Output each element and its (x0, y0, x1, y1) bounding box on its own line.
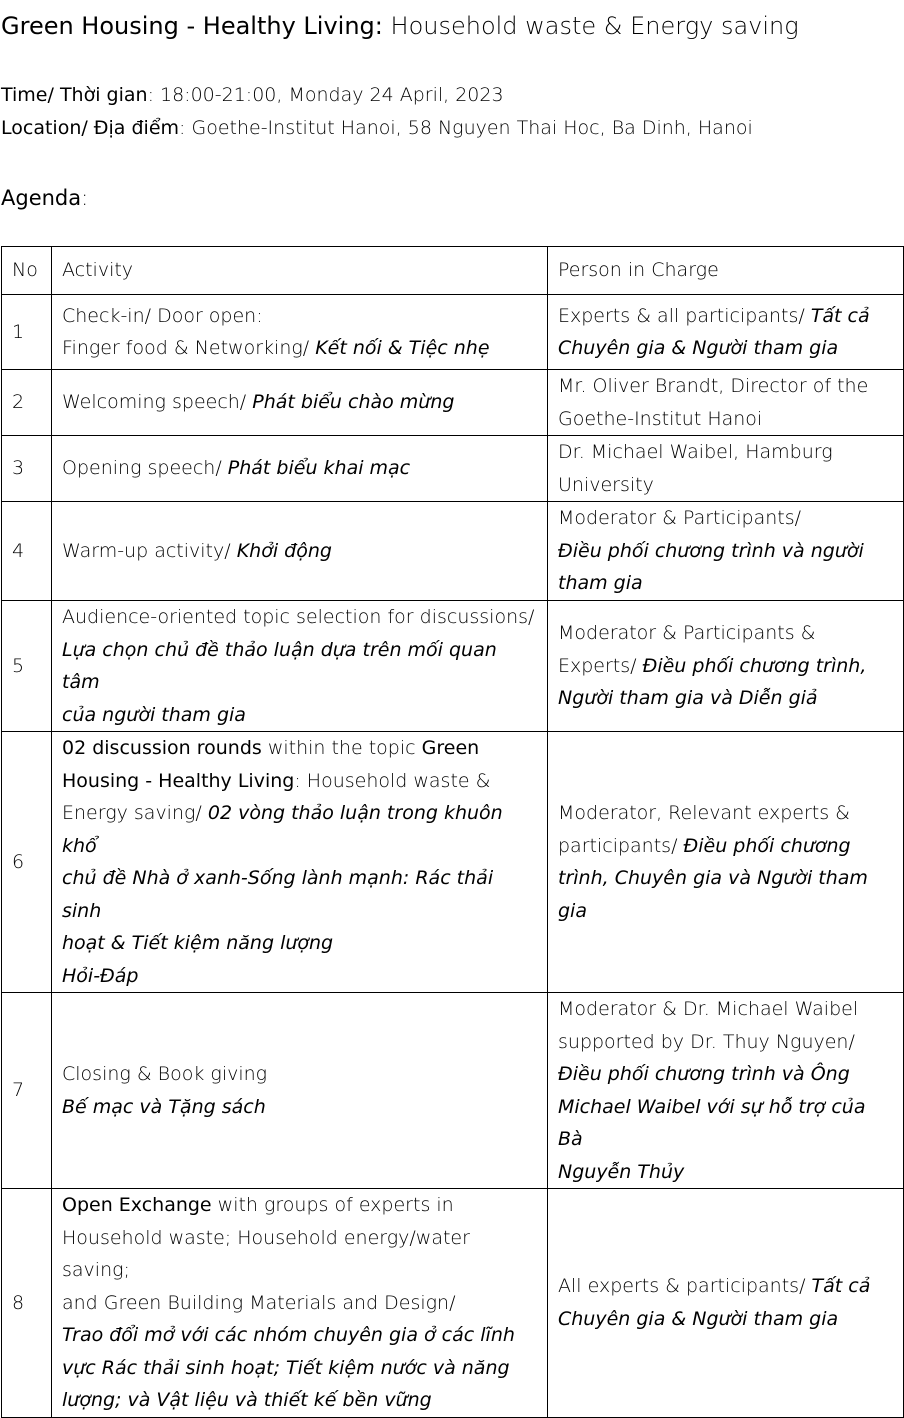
activity-cell (52, 436, 548, 502)
title-subtopic: Household waste & Energy saving (390, 12, 799, 40)
cell-line (558, 1058, 893, 1091)
cell-line (62, 699, 537, 732)
cell-line (62, 732, 537, 765)
location-value: : Goethe-Institut Hanoi, 58 Nguyen Thai Hoc, Ba Dinh, Hanoi (179, 117, 753, 139)
activity-cell (52, 295, 548, 370)
text-segment: Điều phối chương trình và Ông (558, 1063, 850, 1085)
text-segment: Lựa chọn chủ đề thảo luận dựa trên mối quan tâm (62, 638, 497, 693)
text-segment: participants/ (558, 834, 684, 857)
location-label: Location/ Địa điểm (1, 117, 180, 139)
text-segment: Hỏi-Đáp (62, 964, 139, 987)
row-number: 4 (2, 502, 52, 601)
text-segment: Opening speech/ (62, 457, 228, 480)
text-segment: : Rác thải sinh (62, 867, 494, 922)
table-row (2, 370, 904, 436)
cell-line (62, 927, 537, 960)
text-segment: Experts & all participants/ (558, 304, 811, 327)
table-header-row (2, 247, 904, 295)
text-segment: Moderator & Participants/ (558, 507, 802, 530)
person-cell (548, 993, 904, 1189)
person-cell (548, 601, 904, 732)
table-row (2, 993, 904, 1189)
cell-line (558, 682, 893, 715)
text-segment: : Household waste & (294, 769, 491, 792)
cell-line (62, 1091, 537, 1124)
cell-line (62, 386, 537, 419)
text-segment: lượng; và Vật liệu và thiết kế bền vững (62, 1389, 432, 1411)
activity-cell (52, 601, 548, 732)
cell-line (62, 1287, 537, 1320)
text-segment: Experts/ (558, 654, 643, 677)
cell-line (62, 1352, 537, 1385)
text-segment: Trao đổi mở (62, 1324, 175, 1346)
cell-line (558, 1270, 893, 1303)
table-row (2, 732, 904, 993)
text-segment: Chuyên gia & Người tham gia (558, 337, 839, 359)
cell-line (558, 797, 893, 830)
text-segment: Kết nối & Tiệc nhẹ (315, 337, 490, 359)
row-number: 3 (2, 436, 52, 502)
row-number: 7 (2, 993, 52, 1189)
cell-line (558, 370, 893, 403)
text-segment: Moderator, Relevant experts & (558, 802, 850, 824)
text-segment: Moderator & Dr. Michael Waibel (558, 998, 859, 1020)
text-segment: trình, Chuyên gia và Người tham gia (558, 867, 868, 922)
text-segment: Household waste; Household energy/water saving; (62, 1226, 470, 1281)
activity-cell (52, 1189, 548, 1418)
row-number: 5 (2, 601, 52, 732)
cell-line (62, 332, 537, 365)
cell-line (558, 1156, 893, 1189)
text-segment: Người tham gia và Diễn giả (558, 687, 818, 710)
text-segment: supported by Dr. Thuy Nguyen/ (558, 1030, 855, 1053)
person-cell (548, 436, 904, 502)
text-segment: với các nhóm chuyên gia ở các lĩnh (174, 1324, 515, 1346)
cell-line (558, 830, 893, 863)
text-segment: Green (421, 737, 480, 759)
text-segment: Audience-oriented topic selection for discussions/ (62, 606, 535, 628)
activity-cell (52, 502, 548, 601)
page-title (1, 10, 799, 42)
cell-line (62, 765, 537, 798)
text-segment: chủ đề (62, 867, 133, 889)
cell-line (62, 862, 537, 927)
cell-line (62, 634, 537, 699)
text-segment: Mr. Oliver Brandt, Director of the (558, 375, 869, 397)
text-segment: 02 vòng thảo luận trong khuôn khổ (62, 802, 503, 857)
activity-cell (52, 993, 548, 1189)
text-segment: with groups of experts in (211, 1194, 454, 1216)
cell-line (558, 300, 893, 333)
cell-line (62, 452, 537, 485)
text-segment: Moderator & Participants & (558, 622, 816, 645)
person-cell (548, 502, 904, 601)
row-number: 8 (2, 1189, 52, 1418)
text-segment: Tất cả (810, 304, 870, 327)
person-cell (548, 295, 904, 370)
location-line (1, 114, 753, 142)
table-row (2, 436, 904, 502)
text-segment: Warm-up activity/ (62, 539, 237, 562)
cell-line (62, 1222, 537, 1287)
header-activity: Activity (52, 247, 548, 295)
text-segment: Housing - Healthy Living (62, 769, 295, 792)
cell-line (558, 535, 893, 568)
text-segment: 02 discussion rounds (62, 737, 262, 759)
cell-line (558, 862, 893, 927)
text-segment: hoạt & Tiết kiệm năng lượng (62, 932, 334, 954)
cell-line (558, 1026, 893, 1059)
time-line (1, 81, 504, 109)
text-segment: Điều phối chương trình và người (558, 539, 864, 562)
text-segment: Bế mạc và Tặng sách (62, 1095, 266, 1118)
text-segment: Nhà ở xanh-Sống lành mạnh (132, 867, 403, 889)
cell-line (558, 567, 893, 600)
text-segment: University (558, 473, 654, 496)
person-cell (548, 1189, 904, 1418)
text-segment: Goethe-Institut Hanoi (558, 407, 763, 430)
cell-line (558, 403, 893, 436)
cell-line (558, 1303, 893, 1336)
row-number: 6 (2, 732, 52, 993)
row-number: 2 (2, 370, 52, 436)
text-segment: Điều phối chương trình, (642, 654, 867, 677)
text-segment: Closing & Book giving (62, 1063, 268, 1085)
cell-line (62, 1058, 537, 1091)
agenda-label: Agenda (1, 186, 82, 210)
activity-cell (52, 732, 548, 993)
person-cell (548, 370, 904, 436)
row-number: 1 (2, 295, 52, 370)
title-topic: Green Housing - Healthy Living: (1, 12, 383, 40)
agenda-body (2, 295, 904, 1418)
text-segment: vực Rác thải sinh hoạt; Tiết kiệm nước và năng (62, 1356, 510, 1379)
cell-line (62, 797, 537, 862)
cell-line (558, 650, 893, 683)
time-value: : 18:00-21:00, Monday 24 April, 2023 (147, 84, 504, 106)
text-segment: Energy saving/ (62, 802, 208, 824)
text-segment: Dr. Michael Waibel, Hamburg (558, 441, 833, 463)
text-segment: tham gia (558, 572, 643, 595)
text-segment: Open Exchange (62, 1194, 212, 1216)
cell-line (62, 535, 537, 568)
activity-cell (52, 370, 548, 436)
time-label: Time/ Thời gian (1, 84, 148, 106)
text-segment: của người tham gia (62, 703, 246, 726)
cell-line (62, 601, 537, 634)
cell-line (558, 332, 893, 365)
text-segment: Phát biểu khai mạc (227, 457, 411, 480)
cell-line (62, 300, 537, 333)
agenda-heading (1, 183, 88, 213)
text-segment: Welcoming speech/ (62, 391, 253, 414)
text-segment: Phát biểu chào mừng (252, 391, 455, 414)
person-cell (548, 732, 904, 993)
cell-line (62, 960, 537, 993)
text-segment: Khởi động (236, 539, 332, 562)
text-segment: Nguyễn Thủy (558, 1160, 685, 1183)
cell-line (62, 1189, 537, 1222)
header-person: Person in Charge (548, 247, 904, 295)
cell-line (62, 1384, 537, 1417)
cell-line (558, 617, 893, 650)
text-segment: and Green Building Materials and Design/ (62, 1291, 456, 1314)
cell-line (558, 469, 893, 502)
table-row (2, 1189, 904, 1418)
agenda-table (1, 246, 904, 1418)
cell-line (62, 1319, 537, 1352)
table-row (2, 502, 904, 601)
table-row (2, 295, 904, 370)
text-segment: Check-in/ Door open: (62, 304, 263, 327)
cell-line (558, 1091, 893, 1156)
agenda-colon: : (81, 186, 89, 210)
text-segment: All experts & participants/ (558, 1275, 812, 1298)
text-segment: within the topic (261, 737, 422, 759)
text-segment: Finger food & Networking/ (62, 337, 316, 359)
text-segment: Điều phối chương (683, 834, 851, 857)
cell-line (558, 993, 893, 1026)
cell-line (558, 502, 893, 535)
text-segment: Tất cả (811, 1275, 871, 1298)
text-segment: Chuyên gia & Người tham gia (558, 1307, 839, 1330)
header-no: No (2, 247, 52, 295)
cell-line (558, 436, 893, 469)
text-segment: Michael Waibel với sự hỗ trợ của Bà (558, 1095, 866, 1150)
table-row (2, 601, 904, 732)
